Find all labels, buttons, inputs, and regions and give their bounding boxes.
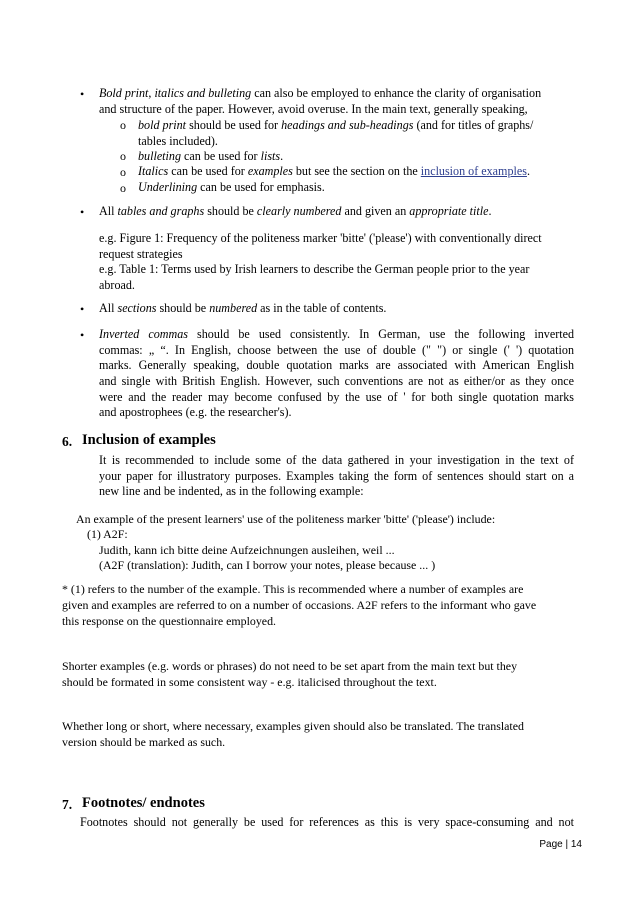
bullet-4-line-4: and single with British English. However, such conventions are not as either/or as they once: [99, 374, 574, 388]
bullet-icon: •: [80, 328, 85, 342]
example-label: (1) A2F:: [87, 527, 128, 541]
shorter-examples-line-1: Shorter examples (e.g. words or phrases) do not need to be set apart from the main text but they: [62, 659, 518, 673]
sub-bullet-italics: Italics can be used for examples but see the section on the inclusion of examples.: [138, 164, 530, 178]
sub-bullet-bulleting: bulleting can be used for lists.: [138, 149, 284, 163]
section-7-paragraph-line-1: Footnotes should not generally be used for references as this is very space-consuming and not: [80, 815, 574, 829]
sub-bullet-icon: o: [120, 165, 126, 179]
bullet-icon: •: [80, 302, 85, 316]
section-6-paragraph-line-2: your paper for illustratory purposes. Examples taking the form of sentences should start on a: [99, 469, 574, 483]
bullet-4-line-1: Inverted commas should be used consistently. In German, use the following inverted: [99, 327, 574, 341]
bullet-1-line-1: Bold print, italics and bulleting can also be employed to enhance the clarity of organisation: [99, 86, 542, 100]
bullet-4-line-2: commas: „ “. In English, choose between the use of double (" ") or single (' ') quotation: [99, 343, 574, 357]
section-6-number: 6.: [62, 434, 73, 449]
note-line-2: given and examples are referred to on a number of occasions. A2F refers to the informant who gave: [62, 598, 537, 612]
section-6-paragraph-line-3: new line and be indented, as in the following example:: [99, 484, 364, 498]
note-line-3: this response on the questionnaire employed.: [62, 614, 276, 628]
bullet-3-line-1: All sections should be numbered as in the table of contents.: [99, 301, 387, 315]
section-7-title: Footnotes/ endnotes: [82, 795, 205, 811]
sub-bullet-underlining: Underlining can be used for emphasis.: [138, 180, 325, 194]
example-intro: An example of the present learners' use of the politeness marker 'bitte' ('please') include:: [76, 512, 496, 526]
bullet-2-example-1-line-2: request strategies: [99, 247, 183, 261]
section-7-number: 7.: [62, 797, 73, 812]
sub-bullet-icon: o: [120, 149, 126, 163]
bullet-4-line-3: marks. Generally speaking, double quotation marks are associated with American English: [99, 358, 574, 372]
sub-bullet-bold-print: bold print should be used for headings and sub-headings (and for titles of graphs/: [138, 118, 534, 132]
translation-line-1: Whether long or short, where necessary, examples given should also be translated. The translated: [62, 719, 524, 733]
note-line-1: * (1) refers to the number of the example. This is recommended where a number of examples are: [62, 582, 524, 596]
sub-bullet-bold-print-line-2: tables included).: [138, 134, 218, 148]
bullet-icon: •: [80, 205, 85, 219]
bullet-2-line-1: All tables and graphs should be clearly numbered and given an appropriate title.: [99, 204, 492, 218]
section-6-title: Inclusion of examples: [82, 432, 216, 448]
page-number: Page | 14: [539, 839, 582, 850]
example-german: Judith, kann ich bitte deine Aufzeichnungen ausleihen, weil ...: [99, 543, 395, 557]
shorter-examples-line-2: should be formated in some consistent way - e.g. italicised throughout the text.: [62, 675, 437, 689]
translation-line-2: version should be marked as such.: [62, 735, 226, 749]
bullet-2-example-2: e.g. Table 1: Terms used by Irish learners to describe the German people prior to the year: [99, 262, 530, 276]
example-translation: (A2F (translation): Judith, can I borrow your notes, please because ... ): [99, 558, 436, 572]
bullet-2-example-2-line-2: abroad.: [99, 278, 135, 292]
sub-bullet-icon: o: [120, 118, 126, 132]
bullet-1-line-2: and structure of the paper. However, avoid overuse. In the main text, generally speaking,: [99, 102, 528, 116]
inclusion-of-examples-link[interactable]: inclusion of examples: [420, 164, 527, 178]
bullet-4-line-6: and apostrophees (e.g. the researcher's).: [99, 405, 292, 419]
bullet-2-example-1: e.g. Figure 1: Frequency of the politeness marker 'bitte' ('please') with conventionally direct: [99, 231, 542, 245]
bullet-4-line-5: were and the reader may become confused by the use of ' for both single quotation marks: [99, 390, 574, 404]
bullet-icon: •: [80, 87, 85, 101]
sub-bullet-icon: o: [120, 181, 126, 195]
section-6-paragraph-line-1: It is recommended to include some of the data gathered in your investigation in the text of: [99, 453, 574, 467]
